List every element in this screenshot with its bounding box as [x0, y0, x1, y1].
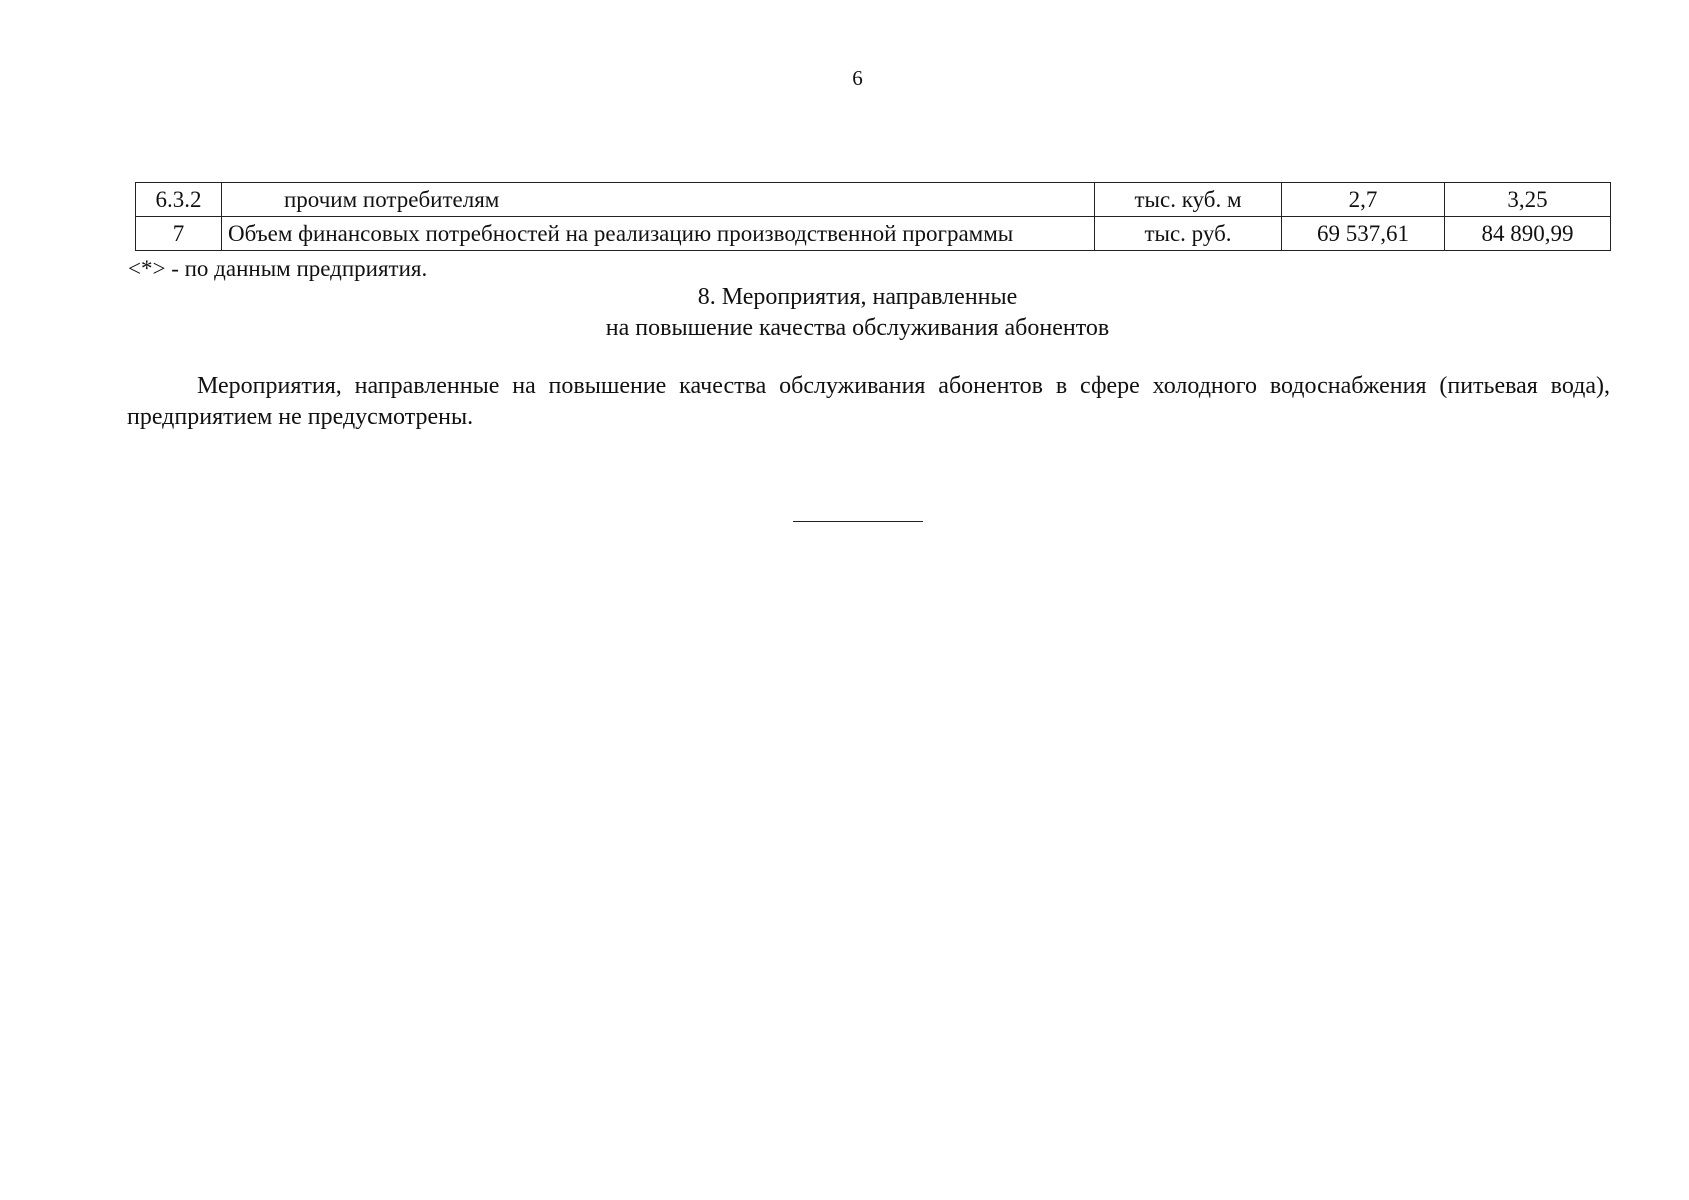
row-value-1-cell: 69 537,61 — [1282, 217, 1445, 251]
section-heading — [0, 282, 1689, 344]
row-unit-cell: тыс. куб. м — [1095, 183, 1282, 217]
end-divider — [793, 521, 923, 522]
table-row — [136, 183, 1611, 217]
section-paragraph: Мероприятия, направленные на повышение качества обслуживания абонентов в сфере холодного водоснабжения (питьевая вода), предприятием не предусмотрены. — [127, 373, 1610, 430]
table-row — [136, 217, 1611, 251]
section-heading-line-1: 8. Мероприятия, направленные — [697, 284, 1018, 310]
section-heading-line-2: на повышение качества обслуживания абонентов — [605, 315, 1110, 341]
row-name-cell: прочим потребителям — [222, 183, 1095, 217]
row-number-cell: 7 — [136, 217, 222, 251]
row-name-cell: Объем финансовых потребностей на реализацию производственной программы — [222, 217, 1095, 251]
row-unit-cell: тыс. руб. — [1095, 217, 1282, 251]
row-value-1-cell: 2,7 — [1282, 183, 1445, 217]
footnote: <*> - по данным предприятия. — [128, 256, 428, 281]
row-value-2-cell: 3,25 — [1445, 183, 1611, 217]
program-indicators-table — [135, 182, 1611, 251]
row-value-2-cell: 84 890,99 — [1445, 217, 1611, 251]
page-number: 6 — [852, 66, 863, 90]
row-number-cell: 6.3.2 — [136, 183, 222, 217]
